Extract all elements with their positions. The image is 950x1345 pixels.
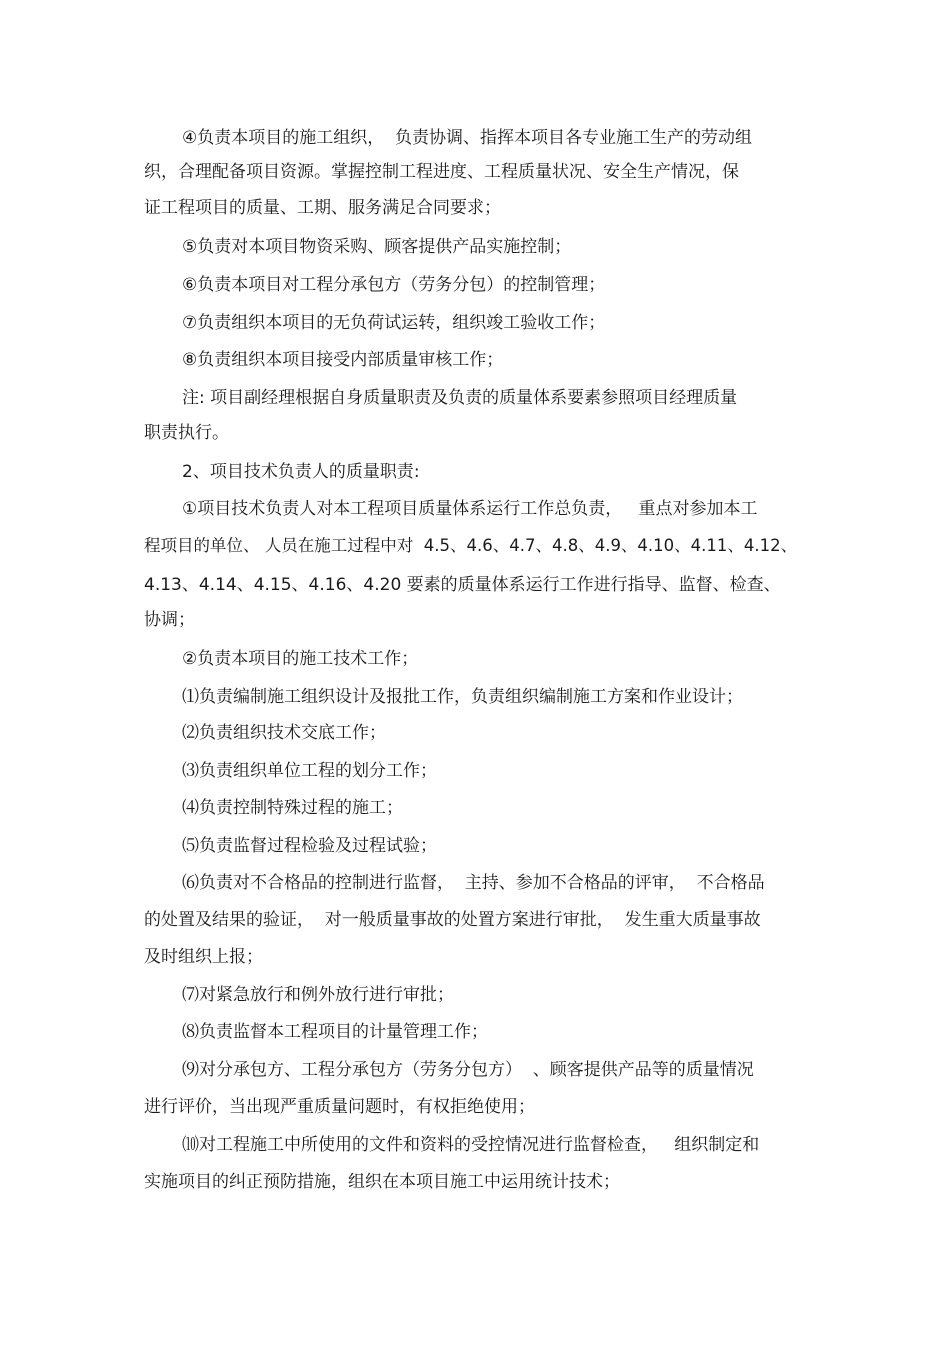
text-line: ⑧负责组织本项目接受内部质量审核工作；	[182, 350, 504, 370]
text-line: ⑻负责监督本工程项目的计量管理工作；	[182, 1022, 488, 1042]
text-line: ⑼对分承包方、工程分承包方（劳务分包方） 、顾客提供产品等的质量情况	[182, 1060, 754, 1080]
text-line: ⑶负责组织单位工程的划分工作；	[182, 761, 437, 781]
text-line: ⑦负责组织本项目的无负荷试运转，组织竣工验收工作；	[182, 313, 606, 333]
text-line: ⑵负责组织技术交底工作；	[182, 723, 386, 743]
text-line: 程项目的单位、 人员在施工过程中对 4.5、4.6、4.7、4.8、4.9、4.10、4.11、4.12、	[144, 536, 798, 555]
text-line: ⑴负责编制施工组织设计及报批工作，负责组织编制施工方案和作业设计；	[182, 687, 743, 707]
text-line: ②负责本项目的施工技术工作；	[182, 649, 419, 669]
text-line: 4.13、4.14、4.15、4.16、4.20 要素的质量体系运行工作进行指导、监督、检查、	[144, 575, 781, 595]
text-line: 实施项目的纠正预防措施，组织在本项目施工中运用统计技术；	[144, 1172, 620, 1192]
section-heading: 2、项目技术负责人的质量职责:	[182, 462, 420, 482]
text-line: ⑤负责对本项目物资采购、顾客提供产品实施控制；	[182, 237, 572, 257]
text-line: 及时组织上报；	[144, 947, 263, 967]
text-line: ⑽对工程施工中所使用的文件和资料的受控情况进行监督检查， 组织制定和	[182, 1135, 760, 1155]
text-line: ⑷负责控制特殊过程的施工；	[182, 798, 403, 818]
text-line: ①项目技术负责人对本工程项目质量体系运行工作总负责， 重点对参加本工	[182, 499, 758, 519]
text-line: 证工程项目的质量、工期、服务满足合同要求；	[144, 198, 501, 218]
text-line: 的处置及结果的验证， 对一般质量事故的处置方案进行审批， 发生重大质量事故	[144, 910, 761, 930]
text-line: 注: 项目副经理根据自身质量职责及负责的质量体系要素参照项目经理质量	[182, 388, 738, 408]
text-line: 织，合理配备项目资源。掌握控制工程进度、工程质量状况、安全生产情况，保	[144, 162, 739, 182]
text-line: ⑹负责对不合格品的控制进行监督， 主持、参加不合格品的评审， 不合格品	[182, 873, 765, 893]
text-line: ⑸负责监督过程检验及过程试验；	[182, 836, 437, 856]
text-line: 进行评价，当出现严重质量问题时，有权拒绝使用；	[144, 1097, 535, 1117]
text-line: ⑺对紧急放行和例外放行进行审批；	[182, 985, 454, 1005]
text-line: 职责执行。	[144, 423, 229, 443]
text-line: 协调；	[144, 610, 195, 630]
text-line: ④负责本项目的施工组织， 负责协调、指挥本项目各专业施工生产的劳动组	[182, 128, 753, 148]
text-line: ⑥负责本项目对工程分承包方（劳务分包）的控制管理；	[182, 275, 606, 295]
